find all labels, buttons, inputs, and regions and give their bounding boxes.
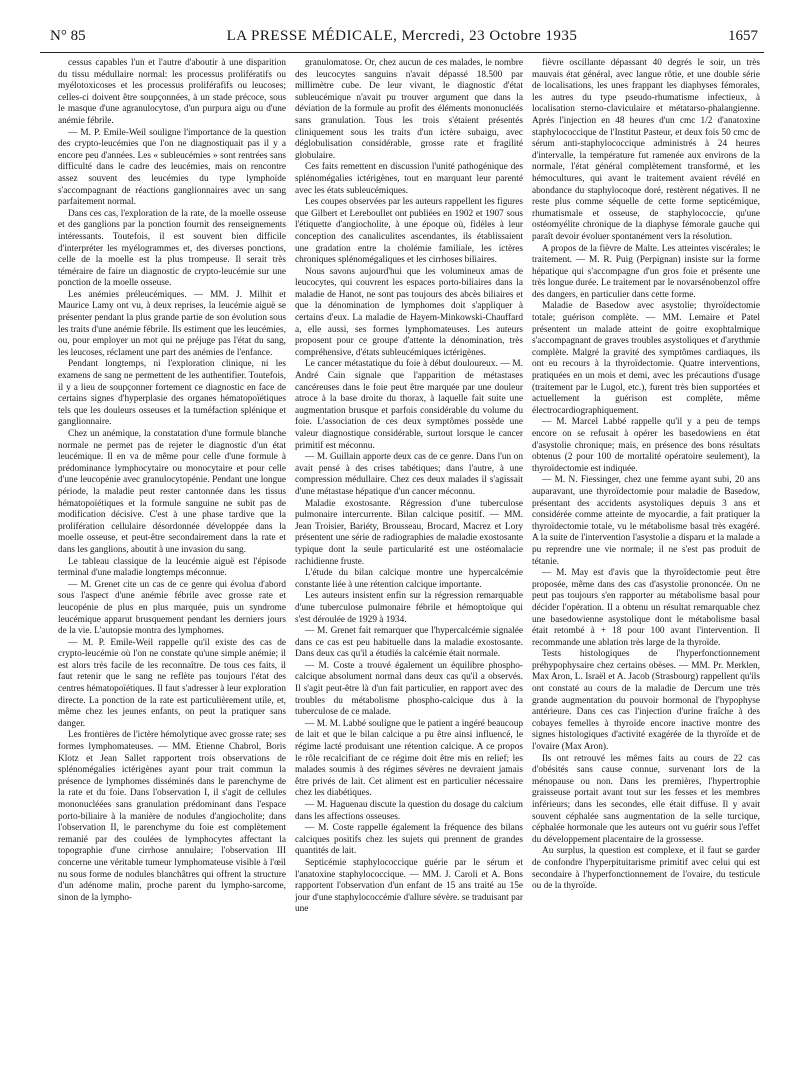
paragraph: — M. Coste rappelle également la fréquence des bilans calciques positifs chez les sujets qui prennent de grandes quantités de lait.: [295, 823, 523, 857]
paragraph: Les coupes observées par les auteurs rappellent les figures que Gilbert et Lereboullet ont publiées en 1902 et 1907 sous l'étiquette d'angiocholite, à une époque où, fidèles à leur conception des canaliculites ascendantes, ils établissaient une gradation entre la cholémie familiale, les ictères chroniques splénomégaliques et les cirrhoses biliaires.: [295, 197, 523, 266]
paragraph: Ils ont retrouvé les mêmes faits au cours de 22 cas d'obésités sans cause connue, survenant lors de la ménopause ou non. Dans les premières, l'hypertrophie graisseuse portait avant tout sur les fesses et les membres inférieurs; dans les secondes, elle était diffuse. Il y avait souvent céphalée sans augmentation de la selle turcique, céphalée hormonale que les auteurs ont vu guérir sous l'effet du développement placentaire de la grossesse.: [532, 753, 760, 845]
paragraph: Les anémies préleucémiques. — MM. J. Milhit et Maurice Lamy ont vu, à deux reprises, la leucémie aiguë se présenter pendant la plus grande partie de son évolution sous les traits d'une anémie fébrile. Ils estiment que les leucémies, ou, pour employer un mot qui ne préjuge pas l'état du sang, les leucoses, réclament une part des anémies de l'enfance.: [58, 289, 286, 358]
paragraph: Pendant longtemps, ni l'exploration clinique, ni les examens de sang ne permettent de les authentifier. Toutefois, il y a lieu de soupçonner fortement ce diagnostic en face de certains signes d'hyperplasie des organes hématopoïétiques tels que les douleurs osseuses et la tuméfaction splénique et ganglionnaire.: [58, 359, 286, 428]
paragraph: — M. M. Labbé souligne que le patient a ingéré beaucoup de lait et que le bilan calcique a pu être ainsi influencé, le régime lacté produisant une rétention calcique. A ce propos le rôle recalcifiant de ce régime doit être mis en relief; les malades soumis à des régimes sévères ne devraient jamais être privés de lait. Cet aliment est en particulier nécessaire chez les diabétiques.: [295, 718, 523, 799]
paragraph: Tests histologiques de l'hyperfonctionnement préhypophysaire chez certains obèses. — MM. Pr. Merklen, Max Aron, L. Israël et A. Jacob (Strasbourg) rappellent qu'ils ont constaté au cours de la maladie de Dercum une très grande augmentation du pouvoir hormonal de l'hypophyse antérieure. Dans ces cas l'injection d'urine fraîche à des cobayes femelles à thyroïde encore inactive montre des signes histologiques d'activité exagérée de la thyroïde et de l'ovaire (Max Aron).: [532, 649, 760, 753]
paragraph: — M. Haguenau discute la question du dosage du calcium dans les affections osseuses.: [295, 800, 523, 822]
paragraph: Le cancer métastatique du foie à début douloureux. — M. André Cain signale que l'apparition de métastases cancéreuses dans le foie peut être marquée par une douleur atroce à la base droite du thorax, à laquelle fait suite une augmentation brusque et parfois considérable du volume du foie. L'association de ces deux symptômes possède une valeur diagnostique considérable, surtout lorsque le cancer primitif est méconnu.: [295, 359, 523, 451]
paragraph: Maladie de Basedow avec asystolie; thyroïdectomie totale; guérison complète. — MM. Lemaire et Patel présentent un malade atteint de goitre exophtalmique s'accompagnant de graves troubles asystoliques et d'arythmie complète. Malgré la gravité des symptômes cardiaques, ils ont eu recours à la thyroïdectomie. Quatre interventions, pratiquées en un mois et demi, avec les précautions d'usage (traitement par le Lugol, etc.), furent très bien supportées et actuellement la guérison est complète, même électrocardiographiquement.: [532, 301, 760, 416]
paragraph: — M. Guillain apporte deux cas de ce genre. Dans l'un on avait pensé à des crises tabétiques; dans l'autre, à une compression médullaire. Chez ces deux malades il s'agissait d'une métastase hépatique d'un cancer méconnu.: [295, 452, 523, 497]
paragraph: Au surplus, la question est complexe, et il faut se garder de confondre l'hyperpituitarisme primitif avec celui qui est secondaire à l'hyperfonctionnement de l'ovaire, du testicule ou de la thyroïde.: [532, 846, 760, 892]
page-header: [40, 24, 764, 53]
text-column-2: [295, 58, 523, 1068]
paragraph: A propos de la fièvre de Malte. Les atteintes viscérales; le traitement. — M. R. Puig (Perpignan) insiste sur la forme hépatique qui s'accompagne d'un gros foie et présente une très longue durée. Le traitement par le novarsénobenzol offre des dangers, en particulier dans cette forme.: [532, 243, 760, 300]
paragraph: Ces faits remettent en discussion l'unité pathogénique des splénomégalies ictérigènes, tout en marquant leur parenté avec les états subleucémiques.: [295, 162, 523, 196]
paragraph: — M. Grenet cite un cas de ce genre qui évolua d'abord sous l'aspect d'une anémie fébrile avec grosse rate et leucopénie de plus en plus marquée, puis un syndrome leucémique apparut brusquement pendant les derniers jours de la vie. L'autopsie montra des lymphomes.: [58, 579, 286, 637]
paragraph: Nous savons aujourd'hui que les volumineux amas de leucocytes, qui couvrent les espaces porto-biliaires dans la maladie de Hanot, ne sont pas toujours des abcès biliaires et que la dénomination de lymphomes doit s'appliquer à certains d'eux. La maladie de Hayem-Minkowski-Chauffard a, elle aussi, ses formes lymphomateuses. Les auteurs proposent pour ce groupe d'attente la dénomination, très compréhensive, d'états subleucémiques ictérigènes.: [295, 266, 523, 358]
paragraph: Dans ces cas, l'exploration de la rate, de la moelle osseuse et des ganglions par la ponction fournit des renseignements intéressants. Toutefois, il est souvent bien difficile d'interpréter les myélogrammes et, des diverses ponctions, celle de la moelle est la plus trompeuse. Il serait très téméraire de faire un diagnostic de crypto-leucémie sur une ponction de la moelle osseuse.: [58, 208, 286, 289]
paragraph: Chez un anémique, la constatation d'une formule blanche normale ne permet pas de rejeter le diagnostic d'un état leucémique. Il en va de même pour celle d'une formule à prédominance lymphocytaire ou monocytaire et pour celle d'une leucopénie avec granulocytopénie. Pendant une longue période, la maladie peut rester cantonnée dans les tissus hématopoïétiques et la formule sanguine ne subit pas de modification décisive. C'est à une phase tardive que la prolifération cellulaire désordonnée développée dans la moelle osseuse, et peut-être secondairement dans la rate et dans les ganglions, aboutit à une invasion du sang.: [58, 429, 286, 555]
journal-title: LA PRESSE MÉDICALE, Mercredi, 23 Octobre 1935: [226, 28, 578, 44]
paragraph: — M. Grenet fait remarquer que l'hypercalcémie signalée dans ce cas est peu habituelle dans la maladie exostosante. Dans deux cas qu'il a étudiés la calcémie était normale.: [295, 626, 523, 660]
paragraph: L'étude du bilan calcique montre une hypercalcémie constante liée à une rétention calcique importante.: [295, 568, 523, 590]
issue-number: N° 85: [50, 28, 86, 44]
paragraph: — M. N. Fiessinger, chez une femme ayant subi, 20 ans auparavant, une thyroïdectomie pour maladie de Basedow, présentant des accidents asystoliques depuis 3 ans et considérée comme atteinte de myocardie, a fait pratiquer la thyroïdectomie totale, vu le métabolisme basal très exagéré. A la suite de l'intervention l'asystolie a disparu et la malade a pu reprendre une vie normale; il ne s'est pas produit de tétanie.: [532, 475, 760, 567]
text-column-1: [58, 58, 286, 1068]
paragraph: Les frontières de l'ictère hémolytique avec grosse rate; ses formes lymphomateuses. — MM. Etienne Chabrol, Boris Klotz et Jean Sallet rapportent trois observations de splénomégalies ictérigènes ayant pour trait commun la présence de lymphomes disséminés dans le parenchyme de la rate et du foie. Dans l'observation I, il s'agit de cellules mononucléées sans granulation prédominant dans l'espace porto-biliaire à la manière de nodules d'angiocholite; dans l'observation II, le parenchyme du foie est complètement remanié par des coulées de lymphocytes affectant la topographie d'une cirrhose annulaire; l'observation III concerne une véritable tumeur lymphomateuse visible à l'œil nu sous forme de nodules blanchâtres qui offrent la structure d'un adénome malin, proche parent du lympho-sarcome, sinon de la lympho-: [58, 730, 286, 903]
paragraph: — M. P. Emile-Weil souligne l'importance de la question des crypto-leucémies que l'on ne diagnostiquait pas il y a encore peu d'années. Les « subleucémies » sont rentrées sans difficulté dans le cadre des leucémies, mais on rencontre assez souvent des leucémies du type lymphoïde s'accompagnant de réactions ganglionnaires avec un sang parfaitement normal.: [58, 127, 286, 208]
text-column-3: [532, 58, 760, 1068]
paragraph: cessus capables l'un et l'autre d'aboutir à une disparition du tissu médullaire normal: les processus prolifératifs ou myélotoxicoses et les processus proliférafifs ou leucoses; celles-ci doivent être soupçonnées, à un stade précoce, sous le masque d'une agranulocytose, d'un purpura aigu ou d'une anémie fébrile.: [58, 58, 286, 126]
paragraph: granulomatose. Or, chez aucun de ces malades, le nombre des leucocytes sanguins n'avait dépassé 18.500 par millimètre cube. De leur vivant, le diagnostic d'état subleucémique n'avait pu trouver argument que dans la déviation de la formule au profit des éléments mononucléés sans granulation. Tous les trois s'étaient présentés cliniquement sous les traits d'un ictère subaigu, avec déglobulisation considérable, grosse rate et fragilité globulaire.: [295, 58, 523, 161]
paragraph: — M. Coste a trouvé également un équilibre phospho-calcique absolument normal dans deux cas qu'il a observés. Il s'agit peut-être là d'un fait particulier, en rapport avec des troubles du métabolisme phospho-calcique dus à la tuberculose de ce malade.: [295, 660, 523, 718]
paragraph: — M. May est d'avis que la thyroïdectomie peut être proposée, même dans des cas d'asystolie prononcée. On ne peut pas toujours s'en rapporter au métabolisme basal pour décider l'opération. Il a obtenu un résultat remarquable chez une basedowienne asystolique dont le métabolisme basal était retombé à + 18 pour 100 avant l'intervention. Il recommande une ablation très large de la thyroïde.: [532, 568, 760, 648]
paragraph: fièvre oscillante dépassant 40 degrés le soir, un très mauvais état général, avec langue rôtie, et une double série de localisations, les unes frappant les diaphyses fémorales, les autres du type pseudo-rhumatisme infectieux, à localisation sterno-claviculaire et métatarso-phalangienne. Après l'injection en 48 heures d'un cmc 1/2 d'anatoxine staphylococcique de l'Institut Pasteur, et deux fois 50 cmc de sérum anti-staphylococcique administrés à 24 heures d'intervalle, la température fut ramenée aux environs de la normale, l'état général complètement transformé, et les hémocultures, qui avant le traitement avaient révélé en abondance du staphylocoque doré, restèrent négatives. Il ne reste plus comme séquelle de cette forme septicémique, rhumatismale et osseuse, de staphylococcie, qu'une ostéomyélite chronique de la diaphyse fémorale gauche qui paraît devoir évoluer spontanément vers la résolution.: [532, 58, 760, 242]
paragraph: Les auteurs insistent enfin sur la régression remarquable d'une tuberculose pulmonaire fébrile et hémoptoïque qui s'est déroulée de 1929 à 1934.: [295, 591, 523, 625]
page-number: 1657: [728, 28, 758, 44]
paragraph: — M. P. Emile-Weil rappelle qu'il existe des cas de crypto-leucémie où l'on ne constate qu'une simple anémie; il est alors très facile de les reconnaître. De tous ces faits, il faut retenir que le sang ne reflète pas toujours l'état des centres hématopoïétiques. Il faut s'adresser à leur exploration directe. La ponction de la rate est particulièrement utile, et, même chez les jeunes enfants, on peut la pratiquer sans danger.: [58, 637, 286, 729]
paragraph: Maladie exostosante. Régression d'une tuberculose pulmonaire intercurrente. Bilan calcique positif. — MM. Jean Troisier, Bariéty, Brousseau, Brocard, Macrez et Lory présentent une série de radiographies de maladie exostosante typique dont la seule particularité est une ostéomalacie rachidienne fruste.: [295, 498, 523, 567]
paragraph: Septicémie staphylococcique guérie par le sérum et l'anatoxine staphylococcique. — MM. J. Caroli et A. Bons rapportent l'observation d'un enfant de 15 ans traité au 15e jour d'une staphylococcémie d'allure sévère. se traduisant par une: [295, 857, 523, 915]
paragraph: — M. Marcel Labbé rappelle qu'il y a peu de temps encore on se refusait à opérer les basedowiens en état d'asystolie chronique; mais, en présence des bons résultats obtenus (2 pour 100 de mortalité opératoire seulement), la thyroïdectomie est indiquée.: [532, 417, 760, 474]
columns: [58, 58, 760, 1068]
paragraph: Le tableau classique de la leucémie aiguë est l'épisode terminal d'une maladie longtemps méconnue.: [58, 556, 286, 579]
